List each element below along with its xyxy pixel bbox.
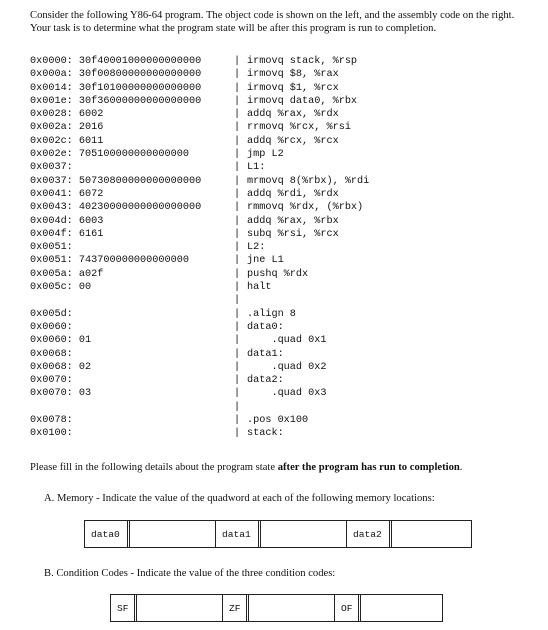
- object-code: 0x0078:: [30, 415, 73, 427]
- problem-intro: Consider the following Y86-64 program. The object code is shown on the left, and the assembly code on the right. Your task is to determine what the program state will be after this program is run to completion.: [30, 10, 515, 34]
- cc-label-of: OF: [335, 595, 361, 621]
- assembly-code: .quad 0x1: [247, 335, 327, 347]
- assembly-code: .align 8: [247, 308, 296, 320]
- object-code: 0x0068:: [30, 348, 73, 360]
- assembly-code: data1:: [247, 348, 284, 360]
- object-code: [30, 294, 234, 307]
- column-separator: |: [234, 149, 241, 161]
- section-a-heading: A. Memory - Indicate the value of the quadword at each of the following memory locations:: [44, 493, 435, 504]
- object-code: 0x002a: 2016: [30, 122, 104, 134]
- assembly-code: pushq %rdx: [247, 268, 309, 280]
- assembly-code: .pos 0x100: [247, 415, 309, 427]
- object-code: 0x0070:: [30, 375, 73, 387]
- code-line: [30, 361, 369, 374]
- object-code: 0x0051:: [30, 242, 73, 254]
- assembly-code: irmovq data0, %rbx: [247, 95, 358, 107]
- assembly-code: rrmovq %rcx, %rsi: [247, 122, 351, 134]
- object-code: 0x0041: 6072: [30, 188, 104, 200]
- code-line: [30, 348, 369, 361]
- object-code: 0x004d: 6003: [30, 215, 104, 227]
- memory-label-data1: data1: [216, 521, 261, 547]
- object-code: [30, 401, 234, 414]
- object-code: 0x0100:: [30, 428, 73, 440]
- code-line: [30, 401, 369, 414]
- assembly-code: stack:: [247, 428, 284, 440]
- object-code: 0x005a: a02f: [30, 268, 104, 280]
- memory-table: [84, 520, 472, 548]
- column-separator: |: [234, 109, 241, 121]
- object-code: 0x0043: 40230000000000000000: [30, 202, 202, 214]
- fill-bold: after the program has run to completion: [277, 462, 460, 473]
- memory-answer-data2[interactable]: [392, 521, 471, 547]
- assembly-code: halt: [247, 282, 272, 294]
- object-code: 0x0000: 30f40001000000000000: [30, 56, 202, 67]
- column-separator: |: [234, 401, 241, 413]
- code-line: [30, 387, 369, 400]
- code-line: [30, 121, 369, 134]
- assembly-code: addq %rdi, %rdx: [247, 188, 339, 200]
- column-separator: |: [234, 215, 241, 227]
- code-line: [30, 188, 369, 201]
- assembly-code: .quad 0x2: [247, 361, 327, 373]
- column-separator: |: [234, 242, 241, 254]
- assembly-code: irmovq $8, %rax: [247, 69, 339, 81]
- assembly-code: subq %rsi, %rcx: [247, 228, 339, 240]
- assembly-code: data0:: [247, 321, 284, 333]
- cc-answer-of[interactable]: [361, 595, 442, 621]
- object-code: 0x0060:: [30, 321, 73, 333]
- code-line: [30, 254, 369, 267]
- fill-prefix: Please fill in the following details about the program state: [30, 462, 278, 473]
- code-line: [30, 82, 369, 95]
- object-code: 0x002e: 705100000000000000: [30, 149, 189, 161]
- object-code: 0x004f: 6161: [30, 228, 104, 240]
- code-line: [30, 108, 369, 121]
- column-separator: |: [234, 135, 241, 147]
- column-separator: |: [234, 415, 241, 427]
- memory-answer-data0[interactable]: [130, 521, 216, 547]
- column-separator: |: [234, 428, 241, 440]
- object-code: 0x0070: 03: [30, 388, 92, 400]
- assembly-code: .quad 0x3: [247, 388, 327, 400]
- code-line: [30, 308, 369, 321]
- code-line: [30, 241, 369, 254]
- assembly-code: rmmovq %rdx, (%rbx): [247, 202, 364, 214]
- object-code: 0x005c: 00: [30, 282, 92, 294]
- column-separator: |: [234, 202, 241, 214]
- column-separator: |: [234, 95, 241, 107]
- cc-label-sf: SF: [111, 595, 137, 621]
- code-line: [30, 161, 369, 174]
- code-line: [30, 148, 369, 161]
- assembly-code: jne L1: [247, 255, 284, 267]
- cc-answer-zf[interactable]: [249, 595, 335, 621]
- column-separator: |: [234, 56, 241, 67]
- object-code: 0x002c: 6011: [30, 135, 104, 147]
- column-separator: |: [234, 361, 241, 373]
- assembly-code: L1:: [247, 162, 266, 174]
- column-separator: |: [234, 321, 241, 333]
- object-code: 0x0037: 50730800000000000000: [30, 175, 202, 187]
- column-separator: |: [234, 255, 241, 267]
- code-line: [30, 281, 369, 294]
- object-code: 0x005d:: [30, 308, 73, 320]
- assembly-code: L2:: [247, 242, 266, 254]
- code-line: [30, 201, 369, 214]
- column-separator: |: [234, 188, 241, 200]
- column-separator: |: [234, 69, 241, 81]
- code-line: [30, 95, 369, 108]
- code-line: [30, 175, 369, 188]
- column-separator: |: [234, 375, 241, 387]
- memory-label-data2: data2: [347, 521, 392, 547]
- object-code: 0x0028: 6002: [30, 109, 104, 121]
- assembly-code: addq %rax, %rbx: [247, 215, 339, 227]
- section-b-heading: B. Condition Codes - Indicate the value of the three condition codes:: [44, 568, 336, 579]
- fill-suffix: .: [459, 462, 463, 473]
- code-line: [30, 321, 369, 334]
- memory-label-data0: data0: [85, 521, 130, 547]
- column-separator: |: [234, 295, 241, 307]
- code-line: [30, 268, 369, 281]
- code-line: [30, 374, 369, 387]
- object-code: 0x001e: 30f36000000000000000: [30, 95, 202, 107]
- memory-answer-data1[interactable]: [261, 521, 347, 547]
- column-separator: |: [234, 348, 241, 360]
- code-line: [30, 228, 369, 241]
- code-line: [30, 135, 369, 148]
- assembly-code: mrmovq 8(%rbx), %rdi: [247, 175, 370, 187]
- assembly-code: irmovq $1, %rcx: [247, 82, 339, 94]
- column-separator: |: [234, 388, 241, 400]
- cc-label-zf: ZF: [223, 595, 249, 621]
- assembly-code: addq %rcx, %rcx: [247, 135, 339, 147]
- column-separator: |: [234, 82, 241, 94]
- code-line: [30, 294, 369, 307]
- column-separator: |: [234, 228, 241, 240]
- condition-code-table: [110, 594, 443, 622]
- column-separator: |: [234, 282, 241, 294]
- object-code: 0x0051: 743700000000000000: [30, 255, 189, 267]
- fill-instructions: [30, 462, 462, 473]
- column-separator: |: [234, 175, 241, 187]
- code-listing: [30, 55, 369, 441]
- code-line: [30, 68, 369, 81]
- column-separator: |: [234, 162, 241, 174]
- code-line: [30, 334, 369, 347]
- assembly-code: data2:: [247, 375, 284, 387]
- assembly-code: addq %rax, %rdx: [247, 109, 339, 121]
- object-code: 0x0060: 01: [30, 335, 92, 347]
- code-line: [30, 55, 369, 68]
- code-line: [30, 427, 369, 440]
- cc-answer-sf[interactable]: [137, 595, 223, 621]
- code-line: [30, 414, 369, 427]
- code-line: [30, 215, 369, 228]
- column-separator: |: [234, 268, 241, 280]
- assembly-code: jmp L2: [247, 149, 284, 161]
- object-code: 0x0068: 02: [30, 361, 92, 373]
- object-code: 0x0014: 30f10100000000000000: [30, 82, 202, 94]
- column-separator: |: [234, 308, 241, 320]
- assembly-code: irmovq stack, %rsp: [247, 56, 358, 67]
- column-separator: |: [234, 335, 241, 347]
- object-code: 0x0037:: [30, 162, 73, 174]
- column-separator: |: [234, 122, 241, 134]
- object-code: 0x000a: 30f00800000000000000: [30, 69, 202, 81]
